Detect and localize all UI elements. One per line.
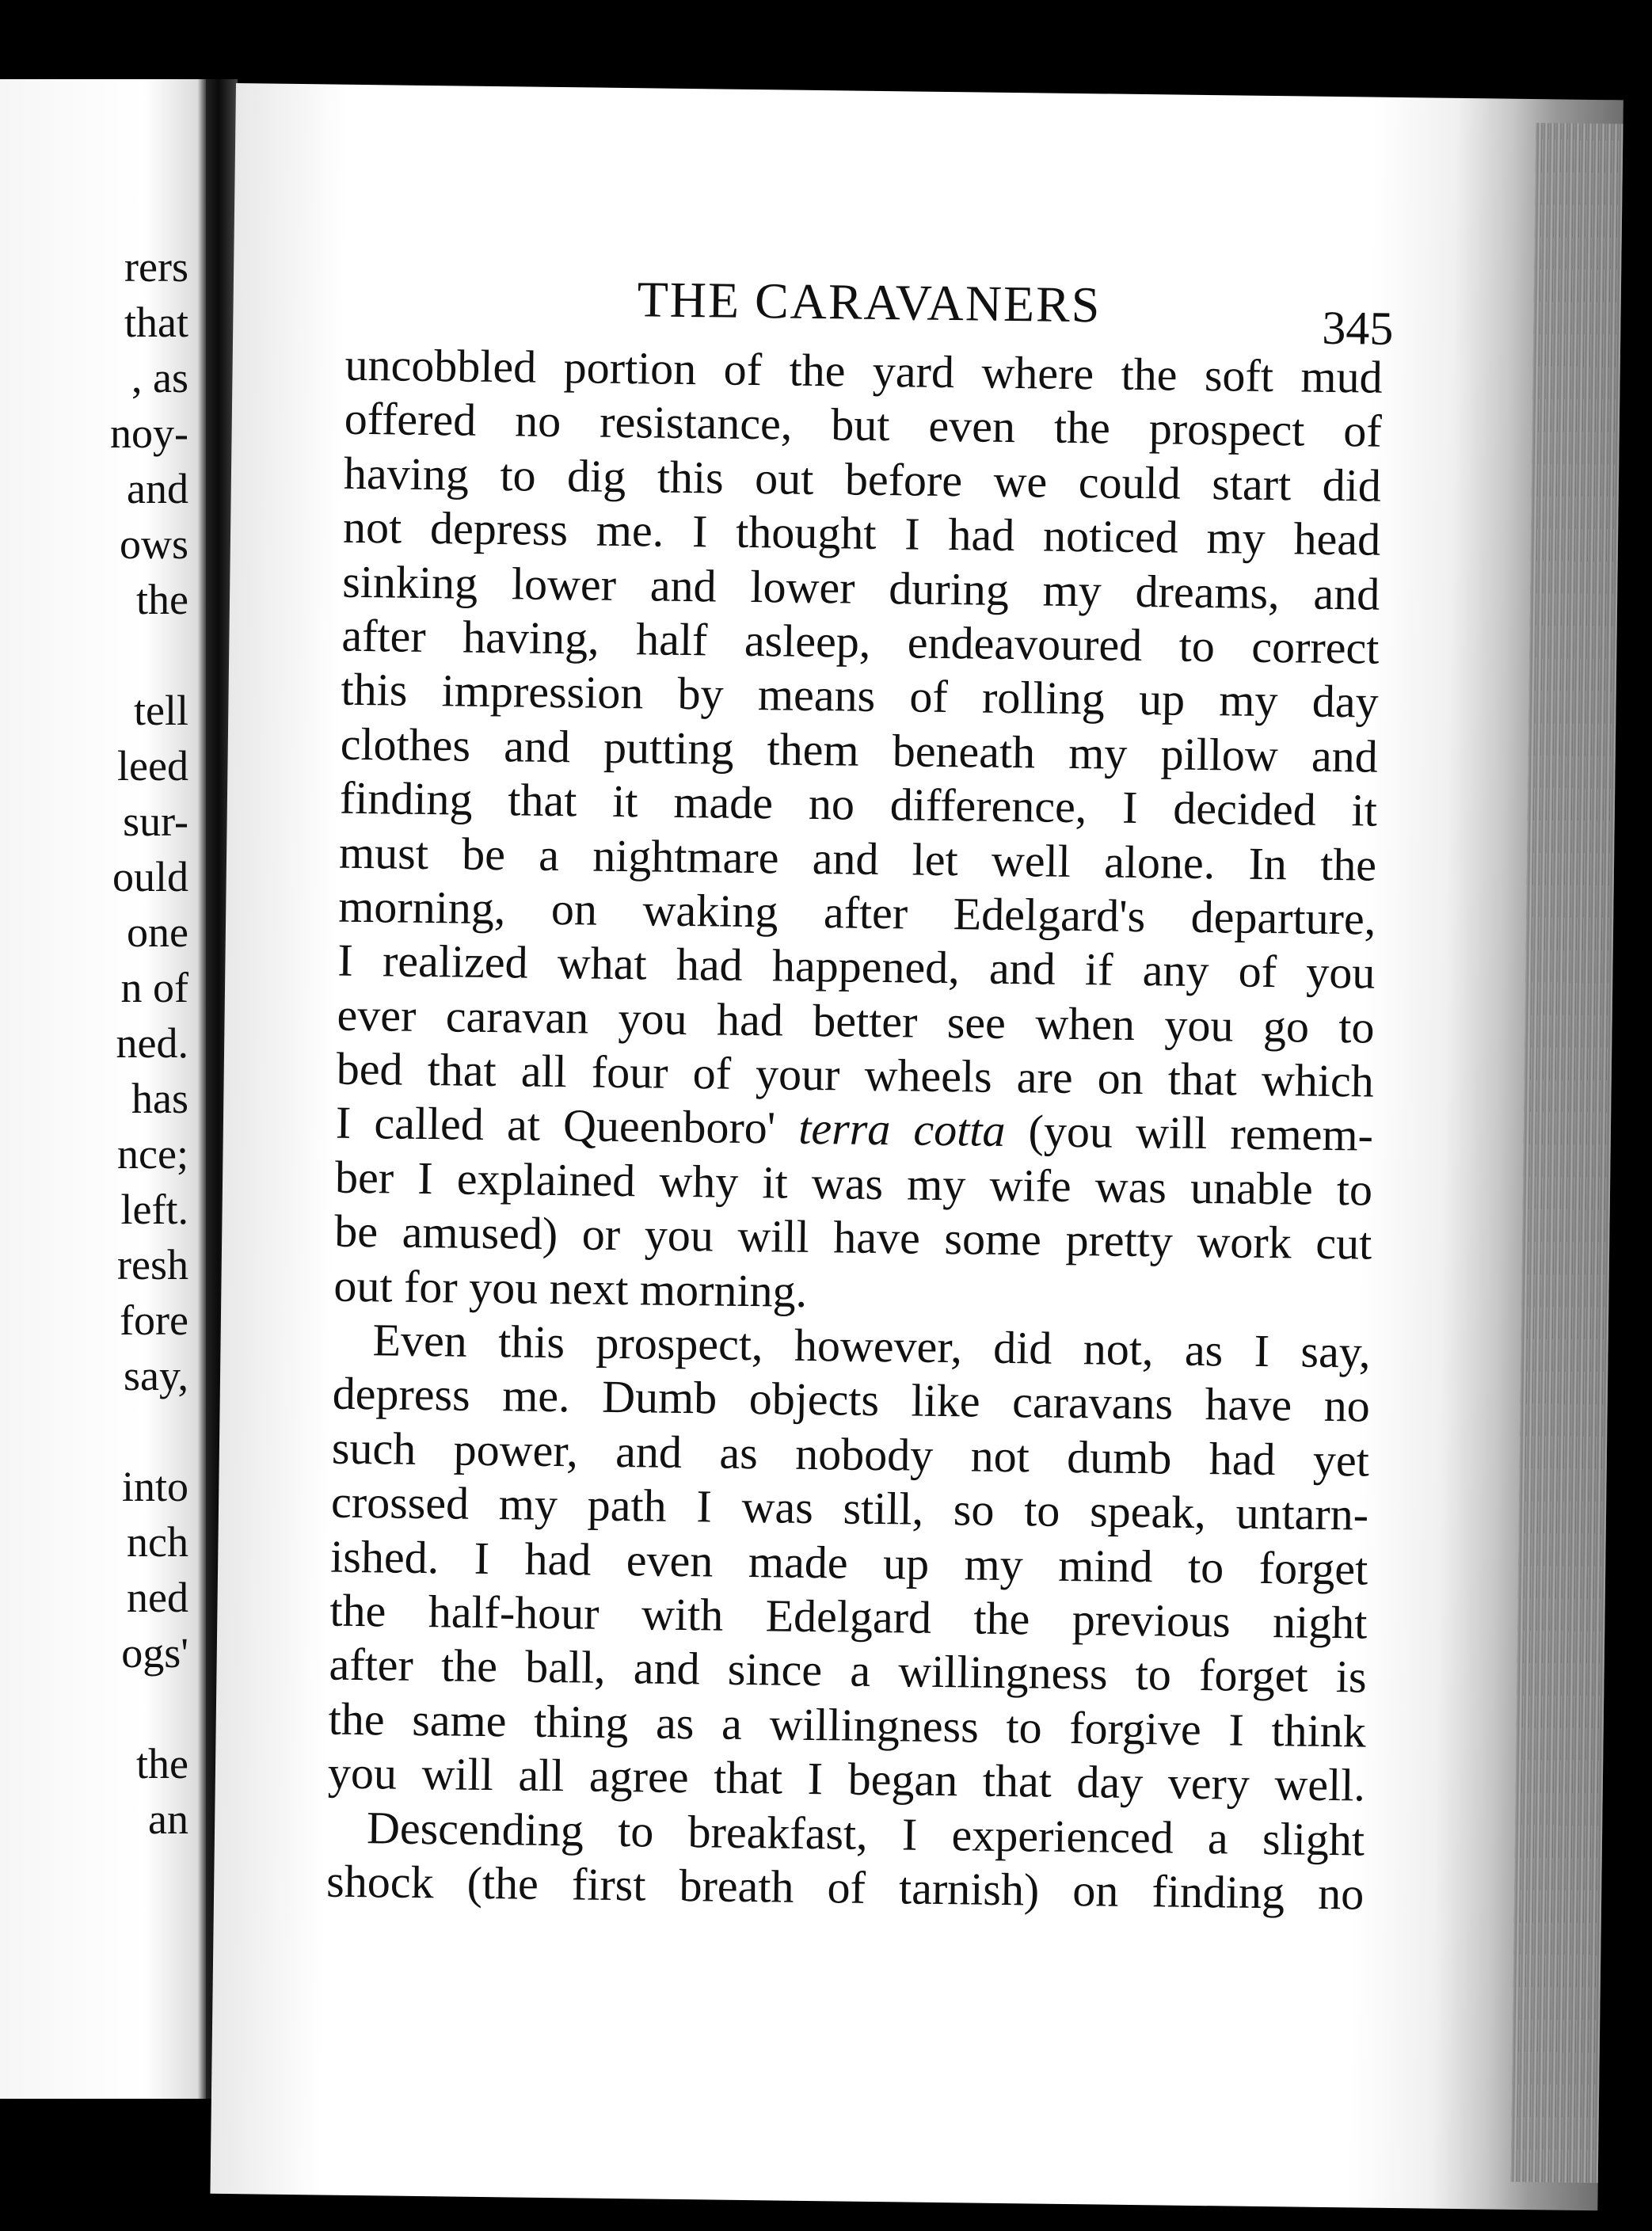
text-line: must be a nightmare and let well alone. In the xyxy=(338,826,1377,891)
text-line: depress me. Dumb objects like caravans have no xyxy=(332,1368,1371,1433)
left-page-fragment: rers xyxy=(124,243,188,291)
left-page-fragment: that xyxy=(124,299,188,346)
text-line: ished. I had even made up my mind to forget xyxy=(329,1530,1368,1595)
left-page-fragment: resh xyxy=(117,1241,188,1289)
text-line: shock (the first breath of tarnish) on finding no xyxy=(325,1855,1365,1920)
text-line: not depress me. I thought I had noticed my head xyxy=(342,501,1381,565)
text-line: be amused) or you will have some pretty work cut xyxy=(333,1205,1372,1270)
text-line: crossed my path I was still, so to speak, untarn- xyxy=(330,1475,1369,1540)
left-page-fragment: has xyxy=(131,1075,188,1122)
left-page-fragment: tell xyxy=(134,687,188,734)
text-segment: I called at Queenboro' xyxy=(335,1097,799,1155)
left-page-fragment: say, xyxy=(124,1352,188,1399)
left-page-fragment: into xyxy=(121,1463,188,1510)
italic-text: terra cotta xyxy=(797,1102,1006,1157)
body-text xyxy=(326,338,1383,1921)
left-page-fragment: ned xyxy=(127,1574,188,1621)
text-line: sinking lower and lower during my dreams, and xyxy=(341,555,1380,620)
text-line: after the ball, and since a willingness to forget is xyxy=(329,1638,1367,1703)
text-line: morning, on waking after Edelgard's departure, xyxy=(337,880,1376,945)
text-line: such power, and as nobody not dumb had yet xyxy=(331,1422,1370,1487)
left-page-fragment: an xyxy=(148,1795,188,1843)
left-page-fragment: ows xyxy=(119,520,188,568)
left-page-fragment: sur- xyxy=(123,798,188,845)
text-line: this impression by means of rolling up my day xyxy=(341,664,1379,729)
left-page-fragment: and xyxy=(127,465,188,512)
left-page-fragment: ogs' xyxy=(121,1629,188,1677)
text-line: ever caravan you had better see when you go to xyxy=(337,988,1375,1053)
text-line: the half-hour with Edelgard the previous night xyxy=(329,1584,1368,1649)
text-line: having to dig this out before we could start did xyxy=(343,447,1382,512)
left-page-fragment: ould xyxy=(112,853,188,900)
text-line: Even this prospect, however, did not, as I say, xyxy=(372,1314,1371,1378)
left-page-fragment: one xyxy=(127,908,188,956)
text-line: the same thing as a willingness to forgive I think xyxy=(328,1692,1367,1757)
left-page-fragment: nch xyxy=(127,1518,188,1566)
left-page-fragment: ned. xyxy=(116,1019,188,1067)
left-page-fragment: n of xyxy=(120,964,188,1011)
text-line: after having, half asleep, endeavoured to correct xyxy=(341,609,1380,674)
text-line: finding that it made no difference, I decided it xyxy=(339,771,1378,836)
left-page-fragment: the xyxy=(136,576,188,623)
left-page xyxy=(0,79,206,2099)
text-segment: (you will remem- xyxy=(1005,1105,1374,1162)
left-page-fragment: , as xyxy=(131,354,188,402)
page-number: 345 xyxy=(1321,301,1394,355)
left-page-fragment: noy- xyxy=(110,409,188,457)
left-page-fragment: the xyxy=(136,1740,188,1787)
left-page-fragment: fore xyxy=(120,1296,188,1344)
text-line: bed that all four of your wheels are on that which xyxy=(336,1042,1375,1107)
text-line: uncobbled portion of the yard where the soft mud xyxy=(344,338,1383,403)
left-page-fragment: left. xyxy=(120,1186,188,1233)
text-line: clothes and putting them beneath my pillow and xyxy=(340,718,1379,782)
page-edge xyxy=(1511,123,1623,2183)
right-page xyxy=(210,83,1623,2210)
text-line: you will all agree that I began that day very well. xyxy=(327,1746,1366,1811)
paragraph-end-line: out for you next morning. xyxy=(333,1259,808,1317)
text-line: offered no resistance, but even the prospect of xyxy=(344,393,1383,458)
running-head: THE CARAVANERS xyxy=(637,271,1102,333)
text-line: I realized what had happened, and if any of you xyxy=(337,934,1376,999)
text-line: ber I explained why it was my wife was unable to xyxy=(334,1151,1373,1216)
left-page-fragment: nce; xyxy=(117,1130,188,1178)
left-page-fragment: leed xyxy=(117,742,188,790)
text-line: Descending to breakfast, I experienced a slight xyxy=(366,1801,1365,1866)
